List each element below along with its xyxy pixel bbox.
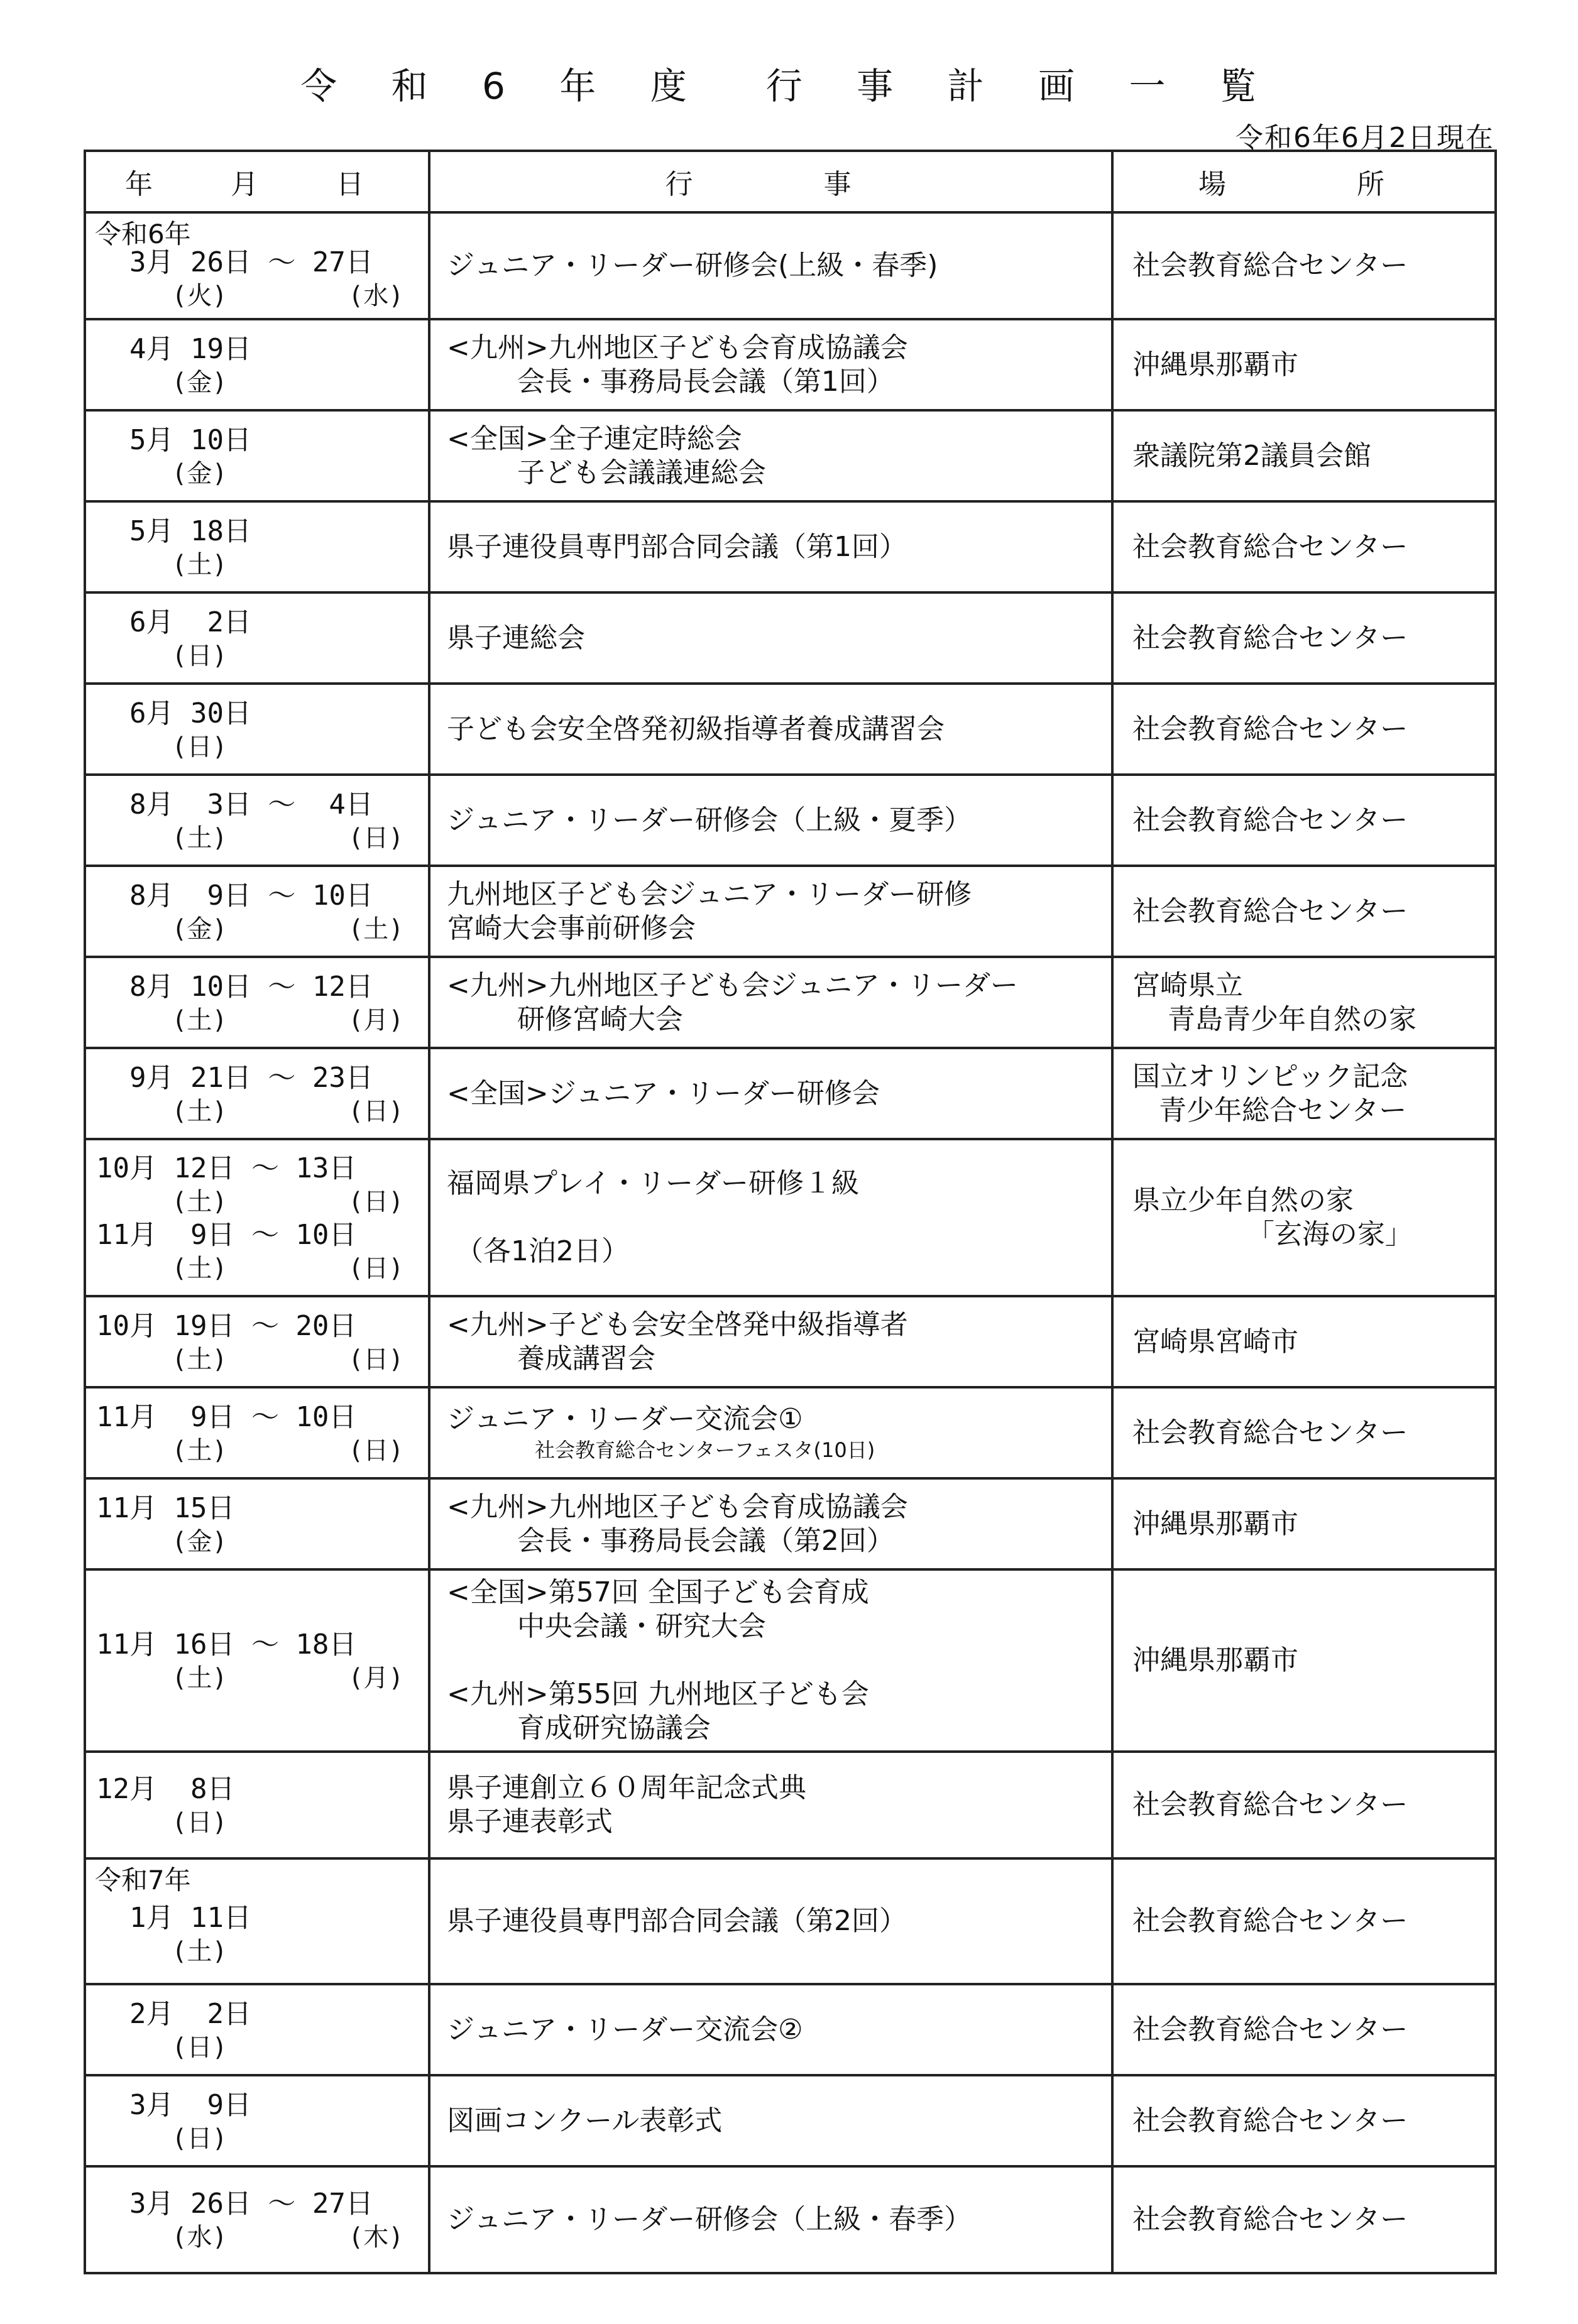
place-cell (1112, 2075, 1496, 2166)
place-line: 沖縄県那覇市 (1132, 1507, 1298, 1540)
place-line: 県立少年自然の家 (1132, 1184, 1354, 1216)
date-text: 11月 9日 ～ 10日 (96, 1400, 357, 1433)
date-text: 1月 11日 (96, 1902, 251, 1934)
place-cell (1112, 1858, 1496, 1984)
era-label: 令和7年 (95, 1865, 191, 1896)
date-text: 11月 16日 ～ 18日 (96, 1628, 357, 1661)
weekday-text: (日) (96, 2124, 227, 2153)
event-cell (429, 319, 1112, 410)
date-cell (85, 775, 429, 866)
event-line: ジュニア・リーダー交流会② (447, 2013, 803, 2046)
weekday-text: (土) (日) (96, 1096, 404, 1126)
event-cell (429, 1858, 1112, 1984)
place-cell (1112, 684, 1496, 775)
date-text: 4月 19日 (96, 332, 251, 365)
place-line: 社会教育総合センター (1132, 2203, 1408, 2235)
table-row (85, 866, 1496, 957)
weekday-text: (土) (日) (96, 1345, 404, 1374)
date-cell (85, 501, 429, 592)
event-line: 県子連役員専門部合同会議（第2回） (447, 1905, 907, 1937)
header-place: 場 所 (1112, 151, 1496, 212)
as-of-date: 令和6年6月2日現在 (1236, 122, 1494, 154)
table-row (85, 592, 1496, 684)
place-line: 宮崎県宮崎市 (1132, 1325, 1298, 1358)
place-cell (1112, 1984, 1496, 2075)
date-text: 10月 19日 ～ 20日 (96, 1309, 357, 1342)
event-line: （各1泊2日） (447, 1235, 629, 1267)
date-text: 12月 8日 (96, 1773, 235, 1805)
table-row (85, 1569, 1496, 1752)
table-row (85, 1139, 1496, 1296)
date-cell (85, 592, 429, 684)
weekday-text: (金) (96, 1527, 227, 1556)
date-cell (85, 684, 429, 775)
page-title: 令 和 6 年 度 行 事 計 画 一 覧 (300, 65, 1278, 107)
table-row (85, 410, 1496, 501)
schedule-table (84, 150, 1497, 2274)
header-row (85, 151, 1496, 212)
event-cell (429, 1387, 1112, 1478)
weekday-text: (日) (96, 1808, 227, 1837)
place-line: 社会教育総合センター (1132, 804, 1408, 836)
event-line: <全国>第57回 全国子ども会育成 (447, 1576, 869, 1608)
event-cell (429, 1296, 1112, 1387)
place-cell (1112, 1387, 1496, 1478)
event-line: 県子連総会 (447, 621, 585, 654)
date-cell (85, 1858, 429, 1984)
place-line: 社会教育総合センター (1132, 530, 1408, 563)
table-row (85, 1858, 1496, 1984)
date-text: 2月 2日 (96, 1997, 251, 2030)
date-cell (85, 1569, 429, 1752)
event-line: 宮崎大会事前研修会 (447, 912, 696, 944)
event-line: ジュニア・リーダー研修会（上級・夏季） (447, 804, 972, 836)
event-cell (429, 1752, 1112, 1858)
place-line: 沖縄県那覇市 (1132, 348, 1298, 381)
place-cell (1112, 1569, 1496, 1752)
table-row (85, 1296, 1496, 1387)
place-cell (1112, 1048, 1496, 1139)
event-line: 福岡県プレイ・リーダー研修１級 (447, 1167, 860, 1199)
table-row (85, 684, 1496, 775)
event-line: <九州>子ども会安全啓発中級指導者 (447, 1308, 908, 1341)
place-cell (1112, 775, 1496, 866)
date-text: 6月 30日 (96, 697, 251, 729)
weekday-text: (土) (96, 1937, 227, 1966)
event-line: <九州>九州地区子ども会育成協議会 (447, 331, 908, 364)
place-line: 社会教育総合センター (1132, 1416, 1408, 1449)
date-text: 5月 10日 (96, 423, 251, 456)
weekday-text: (金) (96, 368, 227, 397)
weekday-text: (土) (日) (96, 1254, 404, 1283)
event-line: <全国>全子連定時総会 (447, 422, 742, 455)
weekday-text: (土) (月) (96, 1664, 404, 1693)
date-text: 5月 18日 (96, 515, 251, 547)
event-line: <九州>九州地区子ども会ジュニア・リーダー (447, 969, 1018, 1001)
date-text: 11月 9日 ～ 10日 (96, 1219, 357, 1251)
place-cell (1112, 410, 1496, 501)
era-label: 令和6年 (95, 219, 191, 249)
event-cell (429, 957, 1112, 1048)
table-row (85, 957, 1496, 1048)
weekday-text: (火) (水) (96, 281, 404, 310)
place-line: 青島青少年自然の家 (1132, 1003, 1416, 1035)
weekday-text: (土) (日) (96, 823, 404, 853)
date-cell (85, 957, 429, 1048)
event-line (447, 1644, 1111, 1678)
event-line: ジュニア・リーダー交流会① (447, 1402, 803, 1435)
event-line: 中央会議・研究大会 (447, 1610, 766, 1642)
table-row (85, 1478, 1496, 1569)
event-cell (429, 212, 1112, 319)
event-line: 研修宮崎大会 (447, 1003, 683, 1035)
weekday-text: (土) (日) (96, 1436, 404, 1465)
place-cell (1112, 1752, 1496, 1858)
date-cell (85, 1752, 429, 1858)
event-line: 会長・事務局長会議（第1回） (447, 365, 894, 398)
date-text: 3月 26日 ～ 27日 (96, 2188, 373, 2220)
place-line: 青少年総合センター (1132, 1094, 1407, 1127)
date-cell (85, 410, 429, 501)
event-line: 子ども会議議連総会 (447, 456, 766, 489)
event-line: 子ども会安全啓発初級指導者養成講習会 (447, 712, 945, 745)
event-note: 社会教育総合センターフェスタ(10日) (535, 1437, 875, 1462)
place-line: 社会教育総合センター (1132, 2104, 1408, 2137)
event-line: 会長・事務局長会議（第2回） (447, 1524, 894, 1557)
place-line: 宮崎県立 (1132, 969, 1243, 1001)
date-cell (85, 1478, 429, 1569)
event-cell (429, 775, 1112, 866)
table-row (85, 1984, 1496, 2075)
event-line: 育成研究協議会 (447, 1712, 711, 1744)
table-row (85, 2166, 1496, 2273)
event-cell (429, 684, 1112, 775)
place-line: 社会教育総合センター (1132, 895, 1408, 927)
date-cell (85, 212, 429, 319)
event-line: 県子連表彰式 (447, 1806, 613, 1838)
weekday-text: (水) (木) (96, 2223, 404, 2252)
date-text: 8月 3日 ～ 4日 (96, 788, 373, 821)
header-date: 年 月 日 (85, 151, 429, 212)
place-line: 「玄海の家」 (1132, 1218, 1413, 1250)
place-cell (1112, 212, 1496, 319)
place-cell (1112, 501, 1496, 592)
table-row (85, 501, 1496, 592)
place-cell (1112, 866, 1496, 957)
event-line: 県子連役員専門部合同会議（第1回） (447, 530, 907, 563)
date-cell (85, 1387, 429, 1478)
weekday-text: (金) (96, 459, 227, 488)
table-row (85, 319, 1496, 410)
date-text: 3月 26日 ～ 27日 (96, 246, 373, 278)
event-line: 九州地区子ども会ジュニア・リーダー研修 (447, 878, 972, 910)
weekday-text: (金) (土) (96, 914, 404, 944)
event-line: <九州>第55回 九州地区子ども会 (447, 1678, 869, 1710)
event-cell (429, 1048, 1112, 1139)
event-cell (429, 410, 1112, 501)
table-row (85, 212, 1496, 319)
event-cell (429, 1569, 1112, 1752)
event-line: <全国>ジュニア・リーダー研修会 (447, 1077, 880, 1110)
place-line: 社会教育総合センター (1132, 1789, 1408, 1821)
weekday-text: (土) (月) (96, 1005, 404, 1035)
event-line: ジュニア・リーダー研修会（上級・春季） (447, 2203, 972, 2235)
place-cell (1112, 1139, 1496, 1296)
date-cell (85, 1296, 429, 1387)
place-line: 国立オリンピック記念 (1132, 1060, 1408, 1093)
date-cell (85, 1984, 429, 2075)
date-text: 8月 9日 ～ 10日 (96, 879, 373, 912)
place-line: 衆議院第2議員会館 (1132, 439, 1371, 472)
date-text: 9月 21日 ～ 23日 (96, 1061, 373, 1094)
place-cell (1112, 2166, 1496, 2273)
header-event: 行 事 (429, 151, 1112, 212)
date-text: 10月 12日 ～ 13日 (96, 1152, 357, 1184)
place-cell (1112, 319, 1496, 410)
place-cell (1112, 592, 1496, 684)
event-cell (429, 1478, 1112, 1569)
weekday-text: (日) (96, 732, 227, 761)
weekday-text: (日) (96, 2032, 227, 2062)
event-line: <九州>九州地区子ども会育成協議会 (447, 1490, 908, 1523)
table-row (85, 775, 1496, 866)
event-cell (429, 866, 1112, 957)
date-text: 11月 15日 (96, 1492, 235, 1524)
event-line: 県子連創立６０周年記念式典 (447, 1772, 806, 1804)
event-line: 養成講習会 (447, 1342, 655, 1375)
place-line: 沖縄県那覇市 (1132, 1644, 1298, 1676)
date-cell (85, 319, 429, 410)
event-line: 図画コンクール表彰式 (447, 2104, 723, 2137)
place-cell (1112, 1478, 1496, 1569)
date-cell (85, 1139, 429, 1296)
place-cell (1112, 1296, 1496, 1387)
date-cell (85, 866, 429, 957)
place-line: 社会教育総合センター (1132, 249, 1408, 281)
event-cell (429, 1139, 1112, 1296)
table-row (85, 1048, 1496, 1139)
event-line: ジュニア・リーダー研修会(上級・春季) (447, 249, 938, 281)
place-line: 社会教育総合センター (1132, 2013, 1408, 2046)
date-cell (85, 2075, 429, 2166)
weekday-text: (土) (日) (96, 1187, 404, 1216)
event-cell (429, 1984, 1112, 2075)
date-text: 8月 10日 ～ 12日 (96, 970, 373, 1003)
place-cell (1112, 957, 1496, 1048)
event-cell (429, 2166, 1112, 2273)
weekday-text: (日) (96, 641, 227, 670)
place-line: 社会教育総合センター (1132, 712, 1408, 745)
table-row (85, 1752, 1496, 1858)
place-line: 社会教育総合センター (1132, 1905, 1408, 1937)
date-text: 3月 9日 (96, 2088, 251, 2121)
date-cell (85, 1048, 429, 1139)
date-cell (85, 2166, 429, 2273)
event-cell (429, 2075, 1112, 2166)
table-row (85, 2075, 1496, 2166)
date-text: 6月 2日 (96, 606, 251, 638)
place-line: 社会教育総合センター (1132, 621, 1408, 654)
event-cell (429, 501, 1112, 592)
event-cell (429, 592, 1112, 684)
weekday-text: (土) (96, 550, 227, 579)
table-row (85, 1387, 1496, 1478)
event-line (447, 1201, 1111, 1235)
